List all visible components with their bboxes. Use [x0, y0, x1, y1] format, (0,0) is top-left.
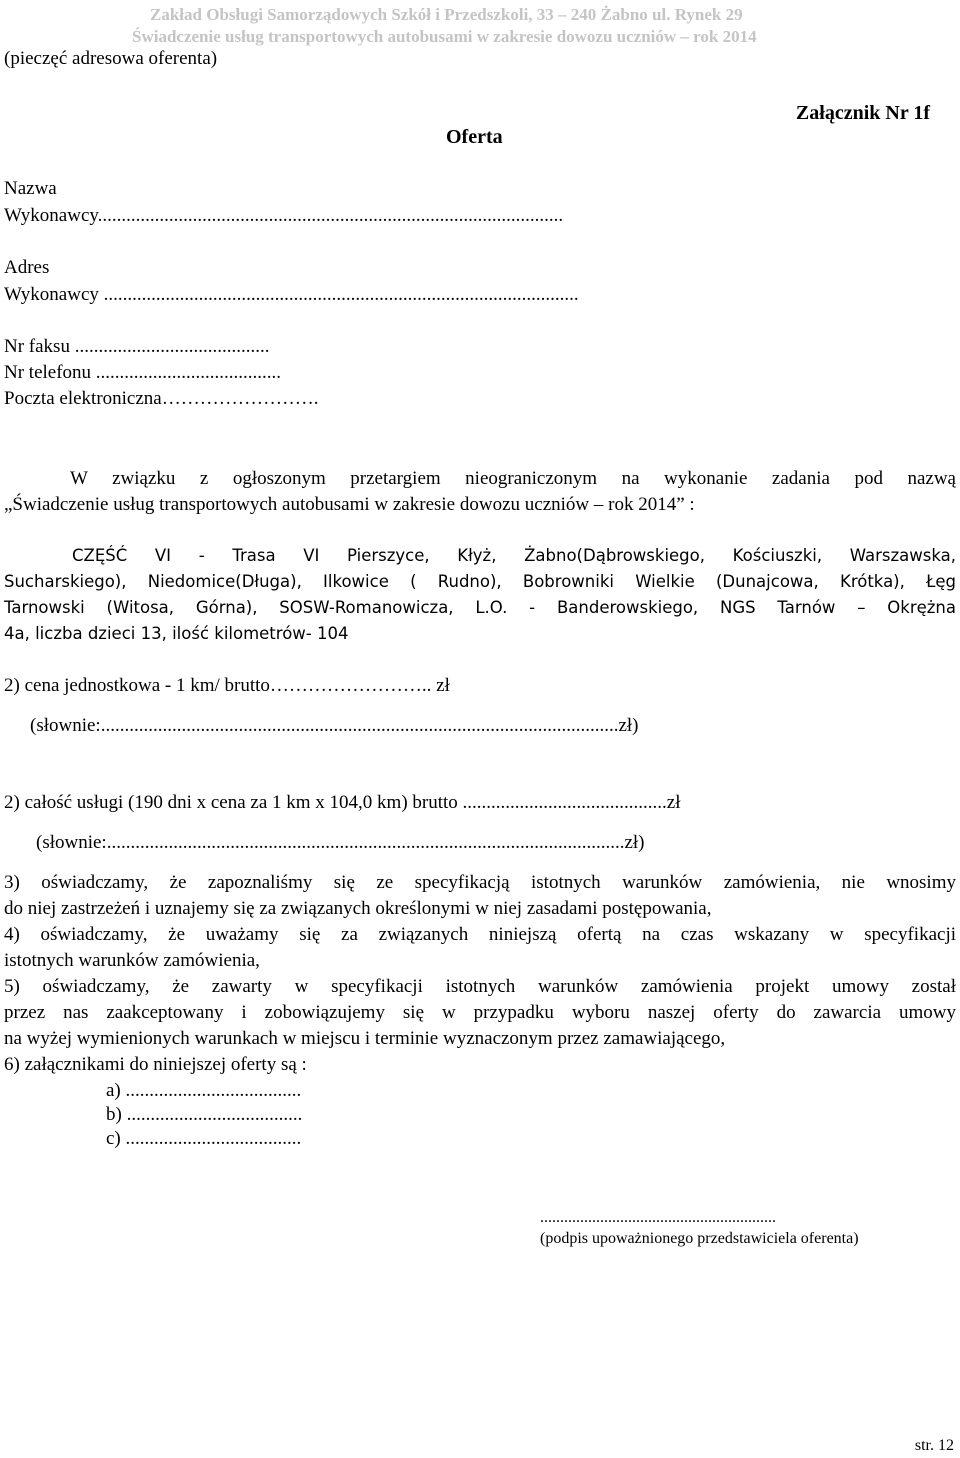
phone-field: Nr telefonu ....................................... — [4, 362, 282, 383]
total-price-words: (słownie:.............................................................................................................zł) — [36, 832, 645, 853]
header-line-2: Świadczenie usług transportowych autobusami w zakresie dowozu uczniów – rok 2014 — [132, 27, 757, 46]
signature-line: ........................................................... — [540, 1209, 776, 1226]
declaration-5-line-2: przez nas zaakceptowany i zobowiązujemy się w przypadku wyboru naszej oferty do zawarcia umowy — [4, 1002, 956, 1023]
part-line-4: 4a, liczba dzieci 13, ilość kilometrów- 104 — [4, 624, 349, 643]
declaration-5-line-1: 5) oświadczamy, że zawarty w specyfikacji istotnych warunków zamówienia projekt umowy został — [4, 976, 956, 997]
intro-line-1: W związku z ogłoszonym przetargiem nieograniczonym na wykonanie zadania pod nazwą — [70, 468, 956, 489]
part-line-2: Sucharskiego), Niedomice(Długa), Ilkowice ( Rudno), Bobrowniki Wielkie (Dunajcowa, Krótka), Łęg — [4, 572, 956, 591]
declaration-3-line-1: 3) oświadczamy, że zapoznaliśmy się ze specyfikacją istotnych warunków zamówienia, nie wnosimy — [4, 872, 956, 893]
contractor-address-label: Adres — [4, 257, 50, 278]
unit-price-words: (słownie:.............................................................................................................zł) — [30, 715, 639, 736]
fax-field: Nr faksu ......................................... — [4, 336, 270, 357]
part-line-3: Tarnowski (Witosa, Górna), SOSW-Romanowicza, L.O. - Banderowskiego, NGS Tarnów – Okrężna — [4, 598, 956, 617]
declaration-6-line-1: 6) załącznikami do niniejszej oferty są : — [4, 1054, 307, 1075]
page-title: Oferta — [446, 126, 503, 148]
contractor-name-label: Nazwa — [4, 178, 57, 199]
declaration-4-line-1: 4) oświadczamy, że uważamy się za związanych niniejszą ofertą na czas wskazany w specyfikacji — [4, 924, 956, 945]
unit-price-line: 2) cena jednostkowa - 1 km/ brutto…………………….. zł — [4, 675, 450, 696]
header-line-1: Zakład Obsługi Samorządowych Szkół i Przedszkoli, 33 – 240 Żabno ul. Rynek 29 — [150, 5, 743, 24]
total-price-line: 2) całość usługi (190 dni x cena za 1 km x 104,0 km) brutto ...........................................zł — [4, 792, 681, 813]
intro-line-2: „Świadczenie usług transportowych autobusami w zakresie dowozu uczniów – rok 2014” : — [4, 494, 695, 515]
declaration-3-line-2: do niej zastrzeżeń i uznajemy się za związanych określonymi w niej zasadami postępowania, — [4, 898, 712, 919]
declaration-4-line-2: istotnych warunków zamówienia, — [4, 950, 260, 971]
signature-label: (podpis upoważnionego przedstawiciela oferenta) — [540, 1230, 859, 1247]
attachment-number: Załącznik Nr 1f — [795, 102, 930, 124]
declaration-5-line-3: na wyżej wymienionych warunkach w miejscu i terminie wyznaczonym przez zamawiającego, — [4, 1028, 726, 1049]
seal-label: (pieczęć adresowa oferenta) — [4, 48, 218, 69]
contractor-name-field: Wykonawcy.................................................................................................. — [4, 205, 564, 226]
attachment-item-c: c) ..................................... — [106, 1128, 302, 1149]
email-field: Poczta elektroniczna……………………. — [4, 388, 319, 409]
contractor-address-field: Wykonawcy .................................................................................................... — [4, 284, 579, 305]
part-line-1: CZĘŚĆ VI - Trasa VI Pierszyce, Kłyż, Żabno(Dąbrowskiego, Kościuszki, Warszawska, — [72, 546, 956, 565]
attachment-item-b: b) ..................................... — [106, 1104, 303, 1125]
page-number: str. 12 — [914, 1437, 954, 1454]
attachment-item-a: a) ..................................... — [106, 1080, 302, 1101]
